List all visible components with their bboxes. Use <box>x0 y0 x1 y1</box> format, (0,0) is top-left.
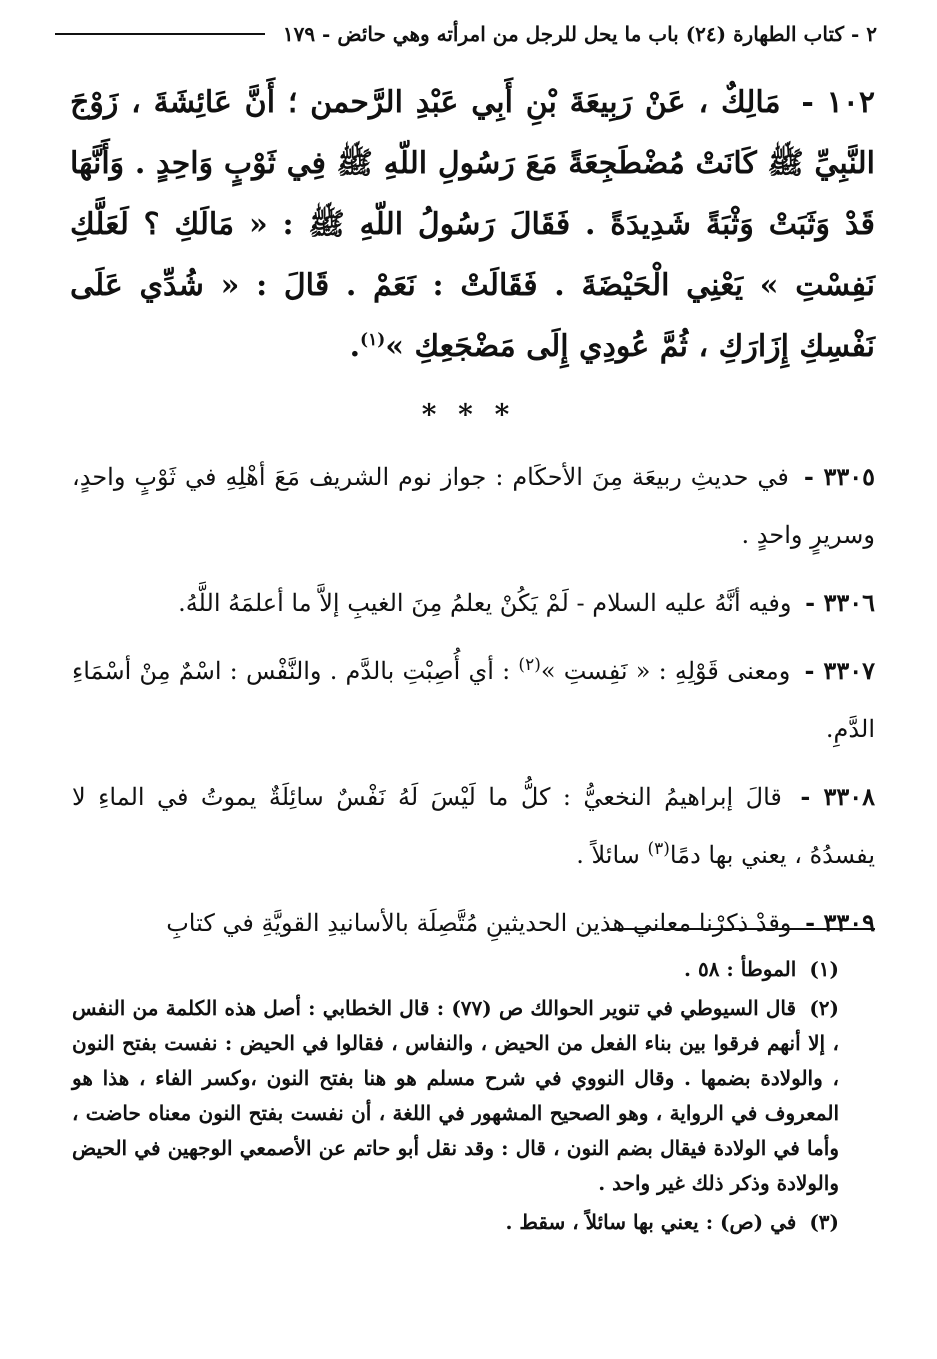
footnote-text: قال السيوطي في تنوير الحوالك ص (٧٧) : قال الخطابي : أصل هذه الكلمة من النفس ، إلا أنهم فرقوا بين بناء الفعل من الحيض ، والنفاس ، فقالوا في الحيض : نفست بفتح النون ، والولادة بضمها . وقال النووي في شرح مسلم هو هنا بفتح النون ،وكسر الفاء ، هذا هو المعروف في الرواية ، وهو الصحيح المشهور في اللغة ، أن نفست بفتح النون معناه حاضت ، وأما في الولادة فيقال بضم النون ، قال : وقد نقل أبو حاتم عن الأصمعي الوجهين في الحيض والولادة وذكر ذلك غير واحد . <box>72 996 839 1195</box>
note-3305 <box>72 448 875 564</box>
note-number: ٣٣٠٧ - <box>804 656 875 685</box>
note-number: ٣٣٠٦ - <box>805 588 875 617</box>
hadith-paragraph <box>70 72 875 377</box>
note-3308 <box>72 768 875 884</box>
note-number: ٣٣٠٨ - <box>800 782 875 811</box>
footnote-1 <box>72 952 839 987</box>
note-3309 <box>72 894 875 952</box>
running-header <box>55 14 877 54</box>
commentary-notes <box>72 448 875 962</box>
footnote-ref-1[interactable]: (١) <box>360 330 386 350</box>
note-3307 <box>72 642 875 758</box>
hadith-end: . <box>349 329 361 364</box>
footnotes <box>72 952 839 1244</box>
note-text: قالَ إبراهيمُ النخعيُّ : كلُّ ما لَيْسَ لَهُ نَفْسٌ سائِلَةٌ يموتُ في الماءِ لا يفسدُهُ ، يعني بها دمًا <box>72 783 875 869</box>
footnote-mark: (٣) <box>809 1210 839 1234</box>
footnote-mark: (٢) <box>809 996 839 1020</box>
footnote-ref-3[interactable]: (٣) <box>647 839 670 859</box>
note-number: ٣٣٠٥ - <box>803 462 875 491</box>
footnote-ref-2[interactable]: (٢) <box>518 655 541 675</box>
footnote-text: في (ص) : يعني بها سائلاً ، سقط . <box>505 1210 797 1234</box>
note-3306 <box>72 574 875 632</box>
note-text: وفيه أنَّهُ عليه السلام - لَمْ يَكُنْ يعلمُ مِنَ الغيبِ إلاَّ ما أعلمَهُ اللَّهُ. <box>178 589 792 617</box>
note-number: ٣٣٠٩ - <box>805 908 875 937</box>
footnote-mark: (١) <box>809 957 839 981</box>
section-separator: * * * <box>421 398 516 431</box>
hadith-text: مَالِكٌ ، عَنْ رَبِيعَةَ بْنِ أَبِي عَبْدِ الرَّحمن ؛ أَنَّ عَائِشَةَ ، زَوْجَ النَّبِيِّ ﷺ كَانَتْ مُضْطَجِعَةً مَعَ رَسُولِ اللّهِ ﷺ فِي ثَوْبٍ وَاحِدٍ . وَأَنَّهَا قَدْ وَثَبَتْ وَثْبَةً شَدِيدَةً . فَقَالَ رَسُولُ اللّهِ ﷺ : « مَالَكِ ؟ لَعَلَّكِ نَفِسْتِ » يَعْنِي الْحَيْضَةَ . فَقَالَتْ : نَعَمْ . قَالَ : « شُدِّي عَلَى نَفْسِكِ إِزَارَكِ ، ثُمَّ عُودِي إِلَى مَضْجَعِكِ » <box>70 85 875 364</box>
hadith-number: ١٠٢ - <box>801 85 876 120</box>
footnote-text: الموطأ : ٥٨ . <box>684 957 797 981</box>
header-title: ٢ - كتاب الطهارة (٢٤) باب ما يحل للرجل من امرأته وهي حائض - ١٧٩ <box>282 22 877 46</box>
note-text-after: : أي أُصِبْتِ بالدَّم . والنَّفْس : اسْمٌ مِنْ أسْمَاءِ الدَّمِ. <box>72 657 875 743</box>
footnote-3 <box>72 1205 839 1240</box>
footnote-divider <box>607 928 875 930</box>
footnote-2 <box>72 991 839 1201</box>
note-text-after: سائلاً . <box>576 841 648 869</box>
note-text: وقدْ ذكرْنا معاني هذين الحديثينِ مُتَّصِلَة بالأسانيدِ القويَّةِ في كتابِ <box>166 909 792 937</box>
header-rule <box>55 33 265 35</box>
note-text: ومعنى قَوْلِهِ : « نَفِستِ » <box>540 657 791 685</box>
note-text: في حديثِ ربيعَة مِنَ الأحكَام : جواز نوم الشريف مَعَ أهْلِهِ في ثَوْبٍ واحدٍ، وسريرٍ واحدٍ . <box>72 463 875 549</box>
